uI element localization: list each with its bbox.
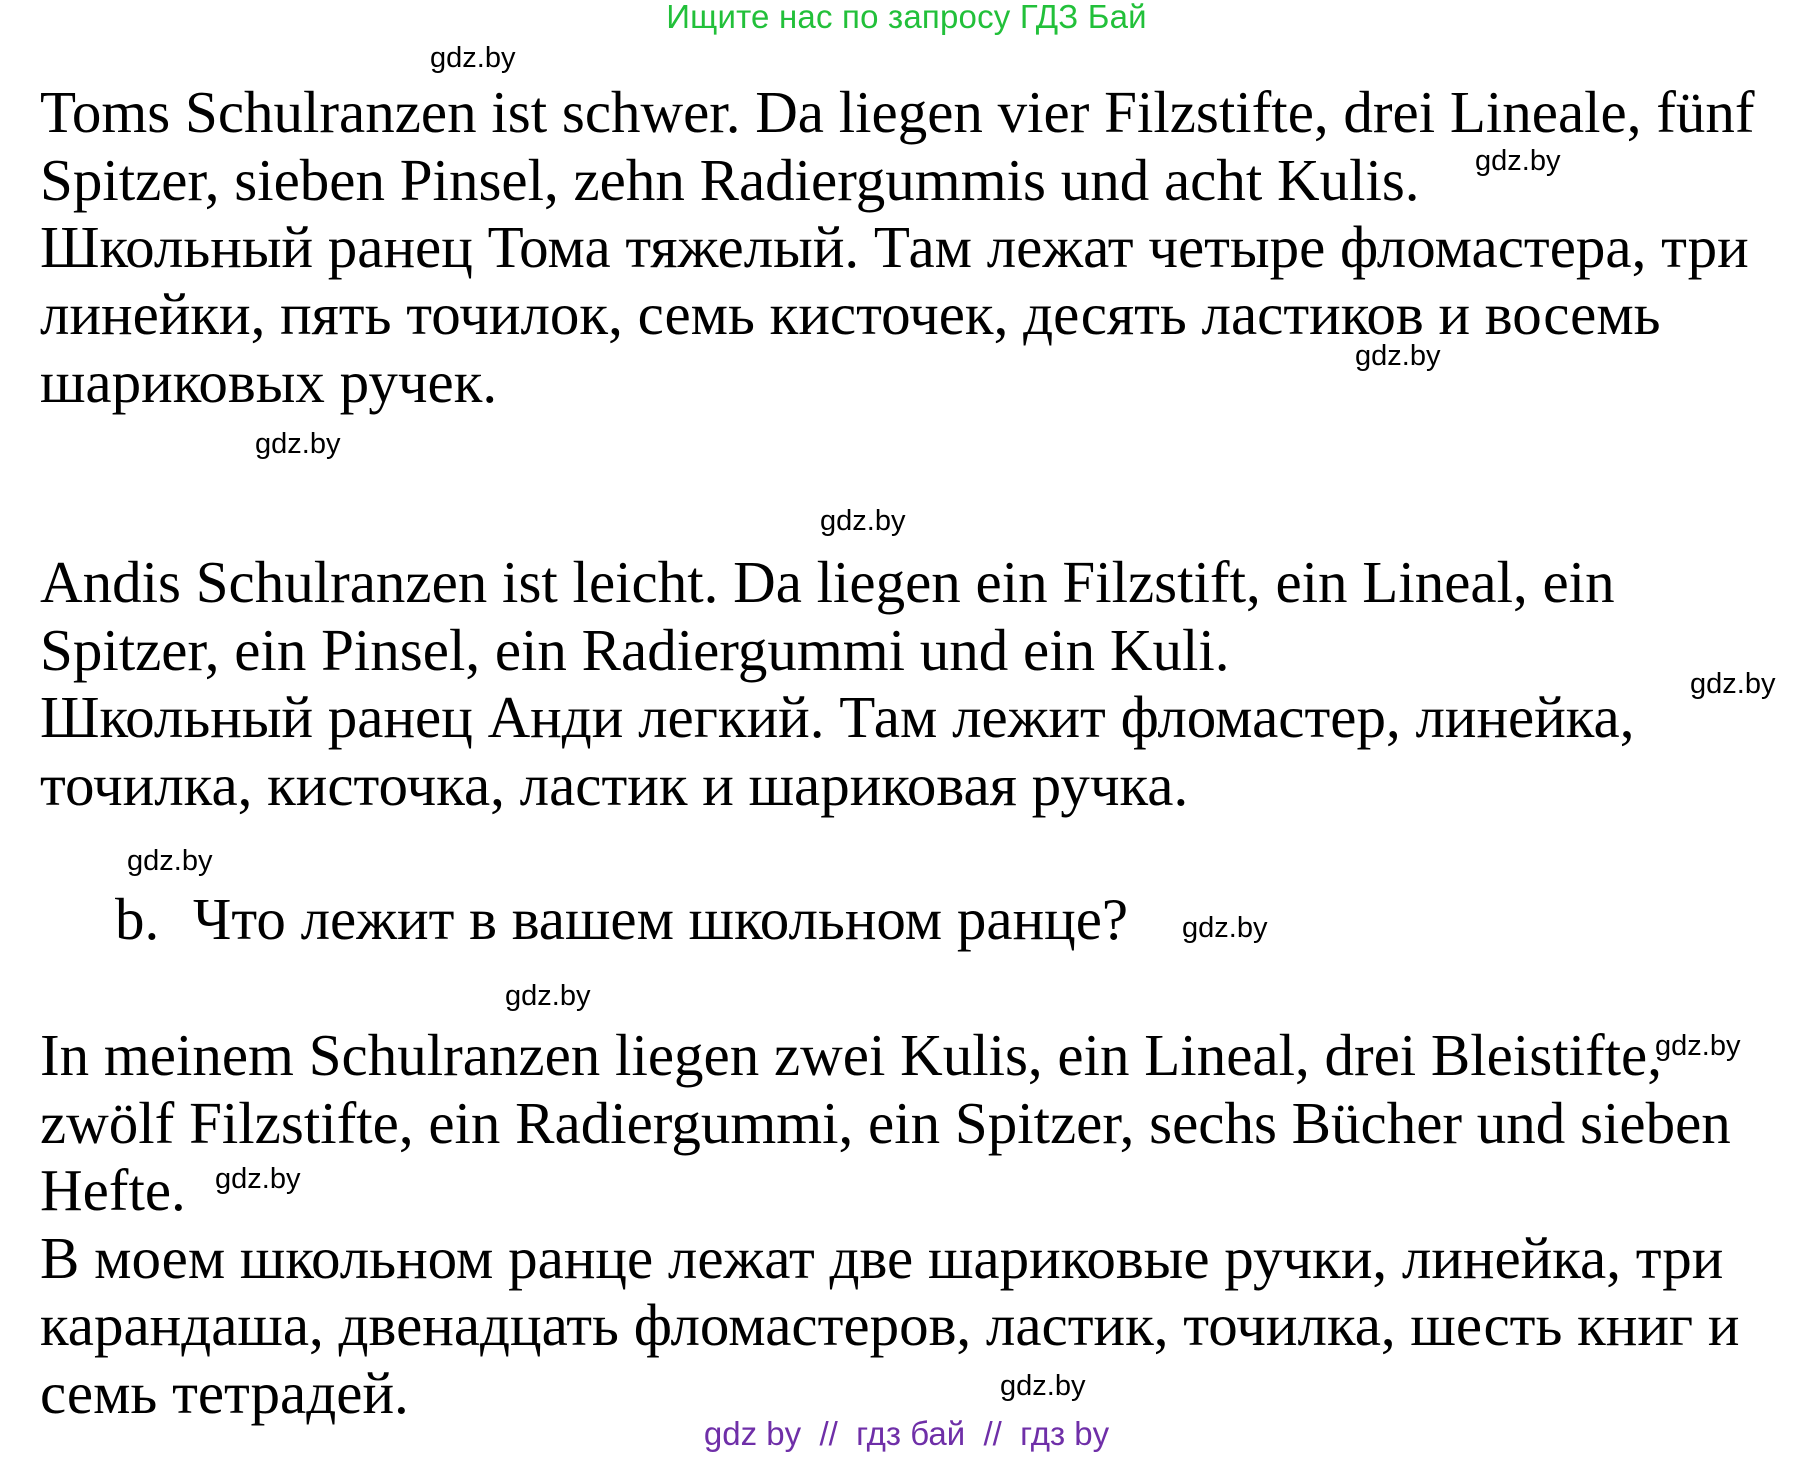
watermark-gdz-by: gdz.by — [215, 1163, 301, 1195]
watermark-gdz-by: gdz.by — [127, 845, 213, 877]
watermark-gdz-by: gdz.by — [1182, 912, 1268, 944]
andi-russian-line-2: точилка, кисточка, ластик и шариковая ручка. — [40, 752, 1189, 818]
mine-german-line-1: In meinem Schulranzen liegen zwei Kulis, ein Lineal, drei Bleistifte, — [40, 1022, 1662, 1088]
watermark-gdz-by: gdz.by — [1690, 668, 1776, 700]
watermark-gdz-by: gdz.by — [430, 42, 516, 74]
watermark-gdz-by: gdz.by — [1000, 1370, 1086, 1402]
footer-banner: gdz by // гдз бай // гдз by — [703, 1415, 1110, 1452]
watermark-gdz-by: gdz.by — [820, 505, 906, 537]
watermark-gdz-by: gdz.by — [1355, 340, 1441, 372]
tom-german-line-1: Toms Schulranzen ist schwer. Da liegen vier Filzstifte, drei Lineale, fünf — [40, 79, 1755, 145]
andi-german-line-1: Andis Schulranzen ist leicht. Da liegen ein Filzstift, ein Lineal, ein — [40, 549, 1615, 615]
watermark-gdz-by: gdz.by — [505, 980, 591, 1012]
tom-russian-line-1: Школьный ранец Тома тяжелый. Там лежат четыре фломастера, три — [40, 214, 1749, 280]
tom-russian-line-2: линейки, пять точилок, семь кисточек, десять ластиков и восемь — [40, 281, 1661, 347]
mine-german-line-2: zwölf Filzstifte, ein Radiergummi, ein Spitzer, sechs Bücher und sieben — [40, 1090, 1731, 1156]
mine-russian-line-1: В моем школьном ранце лежат две шариковые ручки, линейка, три — [40, 1225, 1724, 1291]
task-question: Что лежит в вашем школьном ранце? — [193, 886, 1129, 952]
watermark-gdz-by: gdz.by — [1475, 145, 1561, 177]
task-b-line — [115, 886, 1129, 952]
watermark-gdz-by: gdz.by — [255, 428, 341, 460]
mine-russian-line-3: семь тетрадей. — [40, 1360, 409, 1426]
tom-german-line-2: Spitzer, sieben Pinsel, zehn Radiergummis und acht Kulis. — [40, 147, 1420, 213]
andi-german-line-2: Spitzer, ein Pinsel, ein Radiergummi und ein Kuli. — [40, 617, 1230, 683]
watermark-gdz-by: gdz.by — [1655, 1030, 1741, 1062]
tom-russian-line-3: шариковых ручек. — [40, 349, 498, 415]
header-banner: Ищите нас по запросу ГДЗ Бай — [666, 0, 1147, 35]
task-letter: b. — [115, 886, 160, 952]
andi-russian-line-1: Школьный ранец Анди легкий. Там лежит фломастер, линейка, — [40, 684, 1635, 750]
mine-russian-line-2: карандаша, двенадцать фломастеров, ластик, точилка, шесть книг и — [40, 1292, 1740, 1358]
mine-german-line-3: Hefte. — [40, 1157, 186, 1223]
